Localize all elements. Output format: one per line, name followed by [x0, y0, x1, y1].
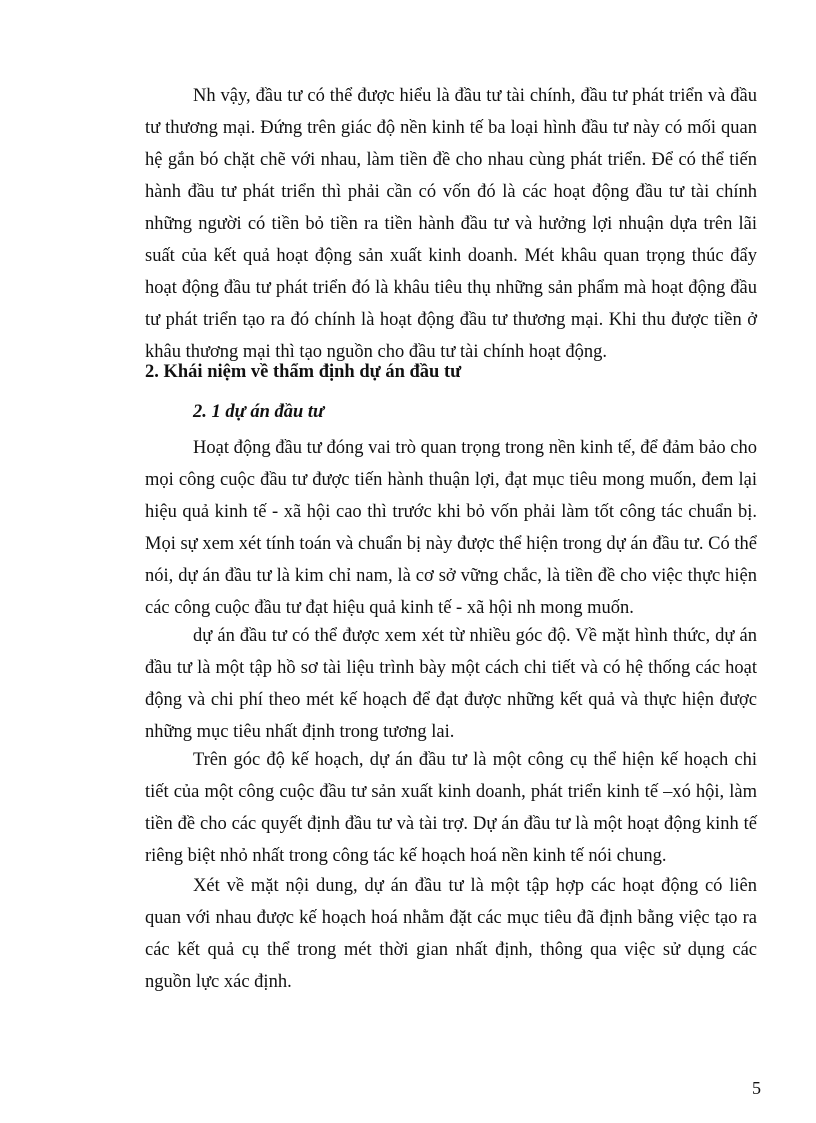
paragraph-project-role: Hoạt động đầu tư đóng vai trò quan trọng trong nền kinh tế, để đảm bảo cho mọi công cuộc đầu tư được tiến hành thuận lợi, đạt mục tiêu mong muốn, đem lại hiệu quả kinh tế - xã hội cao thì trước khi bỏ vốn phải làm tốt công tác chuẩn bị. Mọi sự xem xét tính toán và chuẩn bị này được thể hiện trong dự án đầu tư. Có thể nói, dự án đầu tư là kim chỉ nam, là cơ sở vững chắc, là tiền đề cho việc thực hiện các công cuộc đầu tư đạt hiệu quả kinh tế - xã hội nh mong muốn.	[145, 438, 757, 618]
section-heading: 2. Khái niệm về thẩm định dự án đầu tư	[145, 362, 462, 382]
paragraph-project-form: dự án đầu tư có thể được xem xét từ nhiều góc độ. Về mặt hình thức, dự án đầu tư là một tập hồ sơ tài liệu trình bày một cách chi tiết và có hệ thống các hoạt động và chi phí theo mét kế hoạch để đạt được những kết quả và thực hiện được những mục tiêu nhất định trong tương lai.	[145, 626, 757, 742]
page-number: 5	[752, 1078, 761, 1098]
paragraph-investment-types: Nh vậy, đầu tư có thể được hiểu là đầu tư tài chính, đầu tư phát triển và đầu tư thương mại. Đứng trên giác độ nền kinh tế ba loại hình đầu tư này có mối quan hệ gắn bó chặt chẽ với nhau, làm tiền đề cho nhau cùng phát triển. Để có thể tiến hành đầu tư phát triển thì phải cần có vốn đó là các hoạt động đầu tư tài chính những người có tiền bỏ tiền ra tiền hành đầu tư và hưởng lợi nhuận dựa trên lãi suất của kết quả hoạt động sản xuất kinh doanh. Mét khâu quan trọng thúc đẩy hoạt động đầu tư phát triển đó là khâu tiêu thụ những sản phẩm mà hoạt động đầu tư phát triển tạo ra đó chính là hoạt động đầu tư thương mại. Khi thu được tiền ở khâu thương mại thì tạo nguồn cho đầu tư tài chính hoạt động.	[145, 86, 757, 362]
subsection-heading: 2. 1 dự án đầu tư	[193, 402, 325, 422]
paragraph-project-content: Xét về mặt nội dung, dự án đầu tư là một tập hợp các hoạt động có liên quan với nhau được kế hoạch hoá nhằm đặt các mục tiêu đã định bằng việc tạo ra các kết quả cụ thể trong mét thời gian nhất định, thông qua việc sử dụng các nguồn lực xác định.	[145, 876, 757, 992]
paragraph-project-plan: Trên góc độ kế hoạch, dự án đầu tư là một công cụ thể hiện kế hoạch chi tiết của một công cuộc đầu tư sản xuất kinh doanh, phát triển kinh tế –xó hội, làm tiền đề cho các quyết định đầu tư và tài trợ. Dự án đầu tư là một hoạt động kinh tế riêng biệt nhỏ nhất trong công tác kế hoạch hoá nền kinh tế nói chung.	[145, 750, 757, 866]
